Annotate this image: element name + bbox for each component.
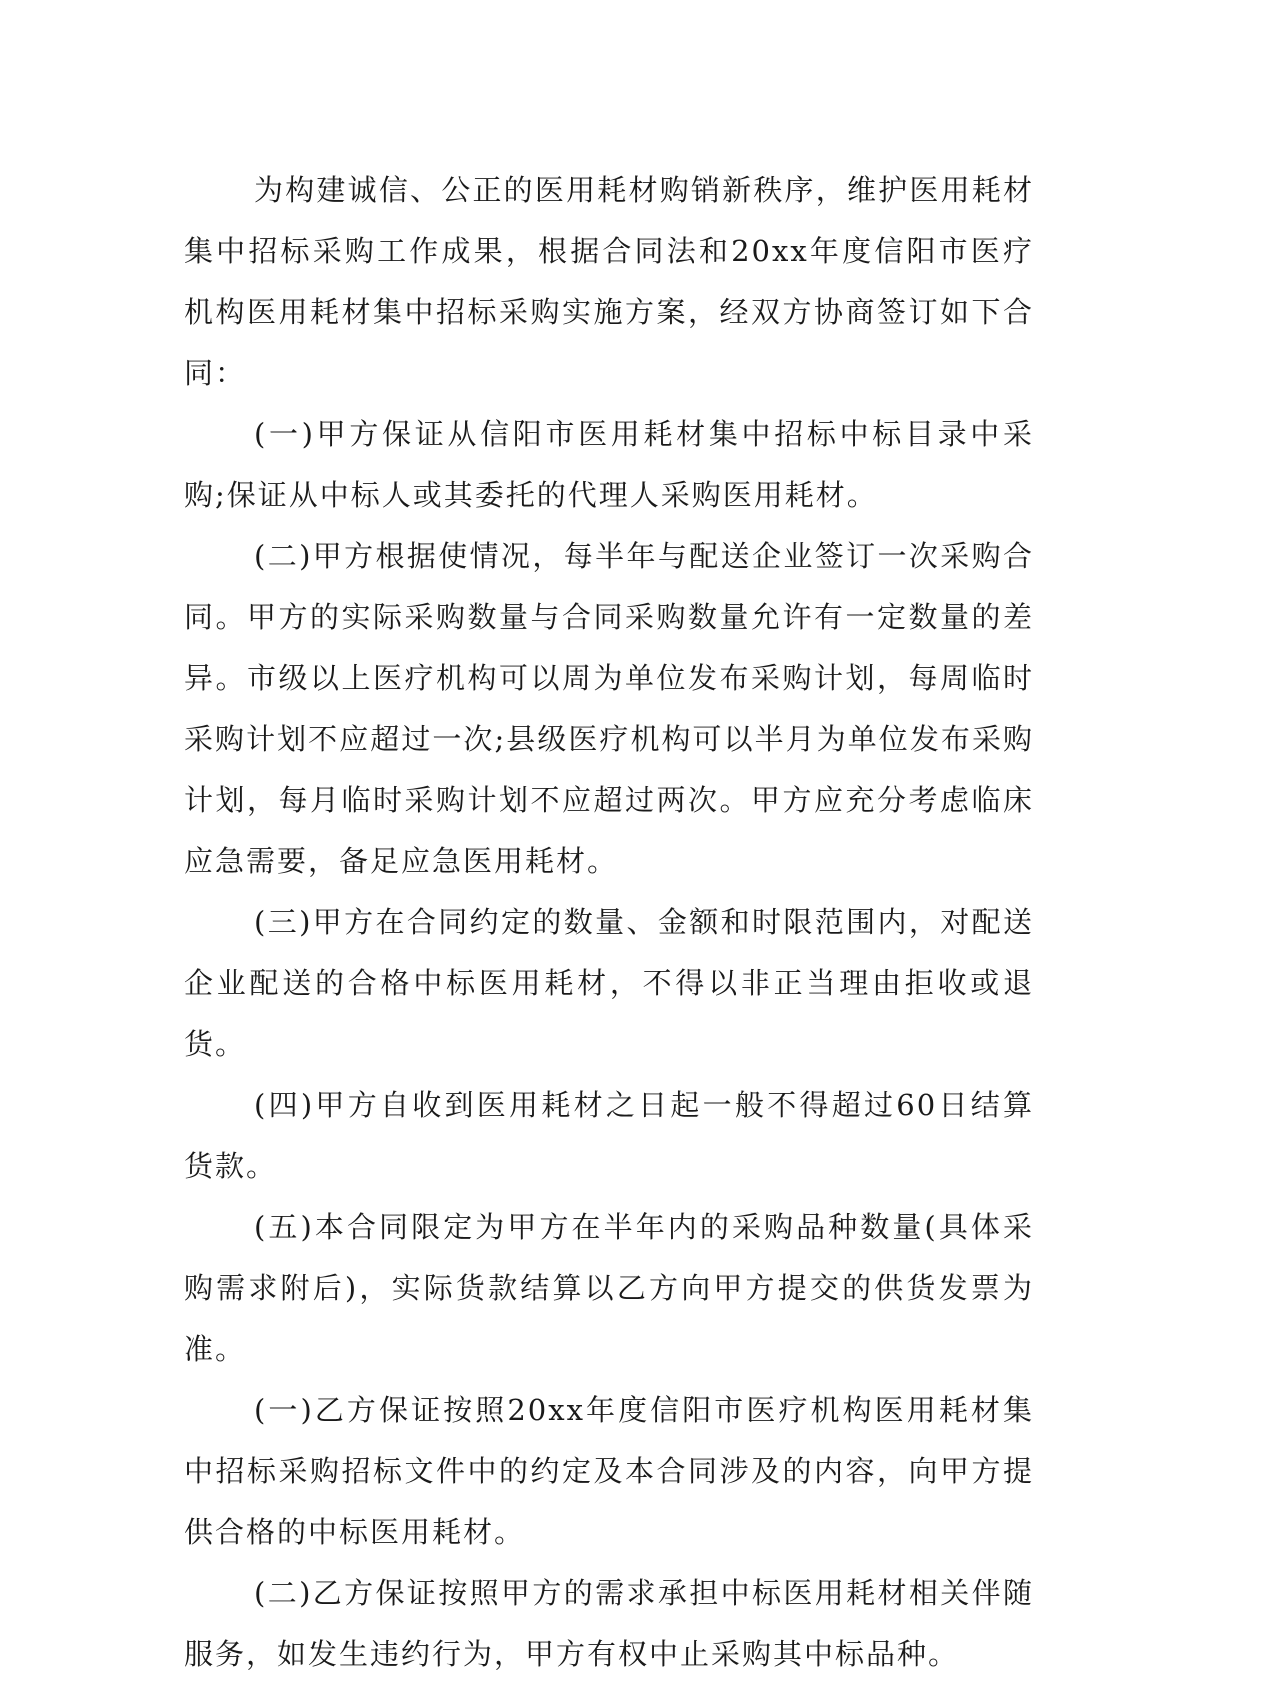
paragraph-party-b-2: (二)乙方保证按照甲方的需求承担中标医用耗材相关伴随服务，如发生违约行为，甲方有权中止采购其中标品种。 <box>184 1576 1034 1671</box>
paragraph-intro: 为构建诚信、公正的医用耗材购销新秩序，维护医用耗材集中招标采购工作成果，根据合同法和20xx年度信阳市医疗机构医用耗材集中招标采购实施方案，经双方协商签订如下合同： <box>184 173 1034 390</box>
paragraph-party-a-5: (五)本合同限定为甲方在半年内的采购品种数量(具体采购需求附后)，实际货款结算以乙方向甲方提交的供货发票为准。 <box>184 1210 1034 1366</box>
paragraph-party-a-4: (四)甲方自收到医用耗材之日起一般不得超过60日结算货款。 <box>184 1088 1034 1183</box>
paragraph-party-a-3: (三)甲方在合同约定的数量、金额和时限范围内，对配送企业配送的合格中标医用耗材，不得以非正当理由拒收或退货。 <box>184 905 1034 1061</box>
document-body <box>184 160 1034 1685</box>
paragraph-party-b-1: (一)乙方保证按照20xx年度信阳市医疗机构医用耗材集中招标采购招标文件中的约定及本合同涉及的内容，向甲方提供合格的中标医用耗材。 <box>184 1393 1034 1549</box>
paragraph-party-a-2: (二)甲方根据使情况，每半年与配送企业签订一次采购合同。甲方的实际采购数量与合同采购数量允许有一定数量的差异。市级以上医疗机构可以周为单位发布采购计划，每周临时采购计划不应超过一次;县级医疗机构可以半月为单位发布采购计划，每月临时采购计划不应超过两次。甲方应充分考虑临床应急需要，备足应急医用耗材。 <box>184 539 1034 878</box>
paragraph-party-a-1: (一)甲方保证从信阳市医用耗材集中招标中标目录中采购;保证从中标人或其委托的代理人采购医用耗材。 <box>184 417 1034 512</box>
